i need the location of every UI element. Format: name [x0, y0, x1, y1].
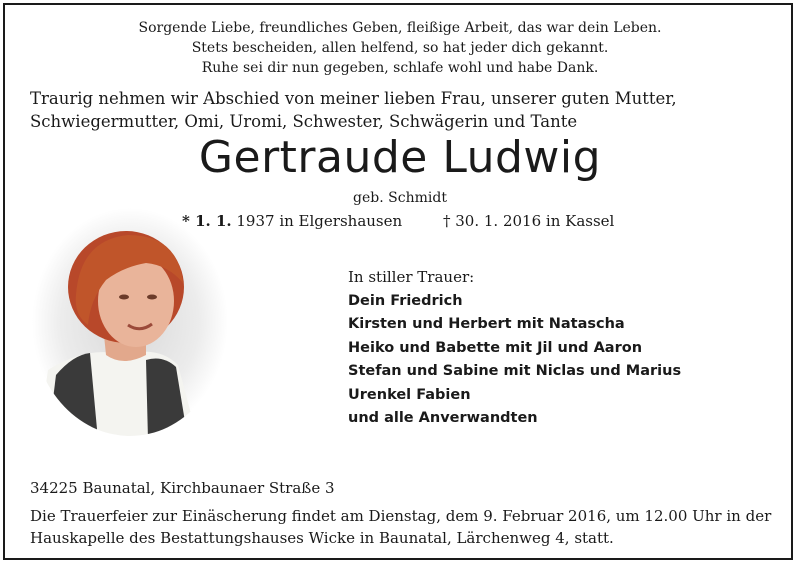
ceremony-info: Die Trauerfeier zur Einäscherung findet am Dienstag, dem 9. Februar 2016, um 12.00 Uhr in der Hauskapelle des Bestattungshauses Wicke in Baunatal, Lärchenweg 4, statt. [30, 507, 772, 547]
intro-text: Traurig nehmen wir Abschied von meiner lieben Frau, unserer guten Mutter, Schwiegermutter, Omi, Uromi, Schwester, Schwägerin und Tante [30, 89, 677, 131]
verse-line: Sorgende Liebe, freundliches Geben, fleißige Arbeit, das war dein Leben. [138, 20, 662, 36]
mourner-name: Urenkel Fabien [348, 386, 471, 403]
verse-line: Ruhe sei dir nun gegeben, schlafe wohl und habe Dank. [201, 60, 599, 76]
mourner-name: Stefan und Sabine mit Niclas und Marius [348, 363, 682, 379]
family-address: 34225 Baunatal, Kirchbaunaer Straße 3 [30, 479, 335, 497]
deceased-name: Gertraude Ludwig [198, 132, 602, 183]
memorial-verse [0, 18, 800, 78]
mourner-name: und alle Anverwandten [348, 410, 538, 426]
verse-line: Stets bescheiden, allen helfend, so hat jeder dich gekannt. [191, 40, 609, 56]
death-date: † 30. 1. 2016 in Kassel [443, 212, 615, 230]
mourners-list [348, 266, 681, 431]
mourner-name: Kirsten und Herbert mit Natascha [348, 316, 625, 332]
mourner-name: Dein Friedrich [348, 292, 463, 309]
portrait-photo [28, 205, 233, 440]
birth-name: geb. Schmidt [353, 190, 447, 206]
birth-date: * 1. 1. 1937 in Elgershausen [182, 212, 403, 230]
mourners-label: In stiller Trauer: [348, 268, 475, 286]
mourner-name: Heiko und Babette mit Jil und Aaron [348, 339, 643, 356]
